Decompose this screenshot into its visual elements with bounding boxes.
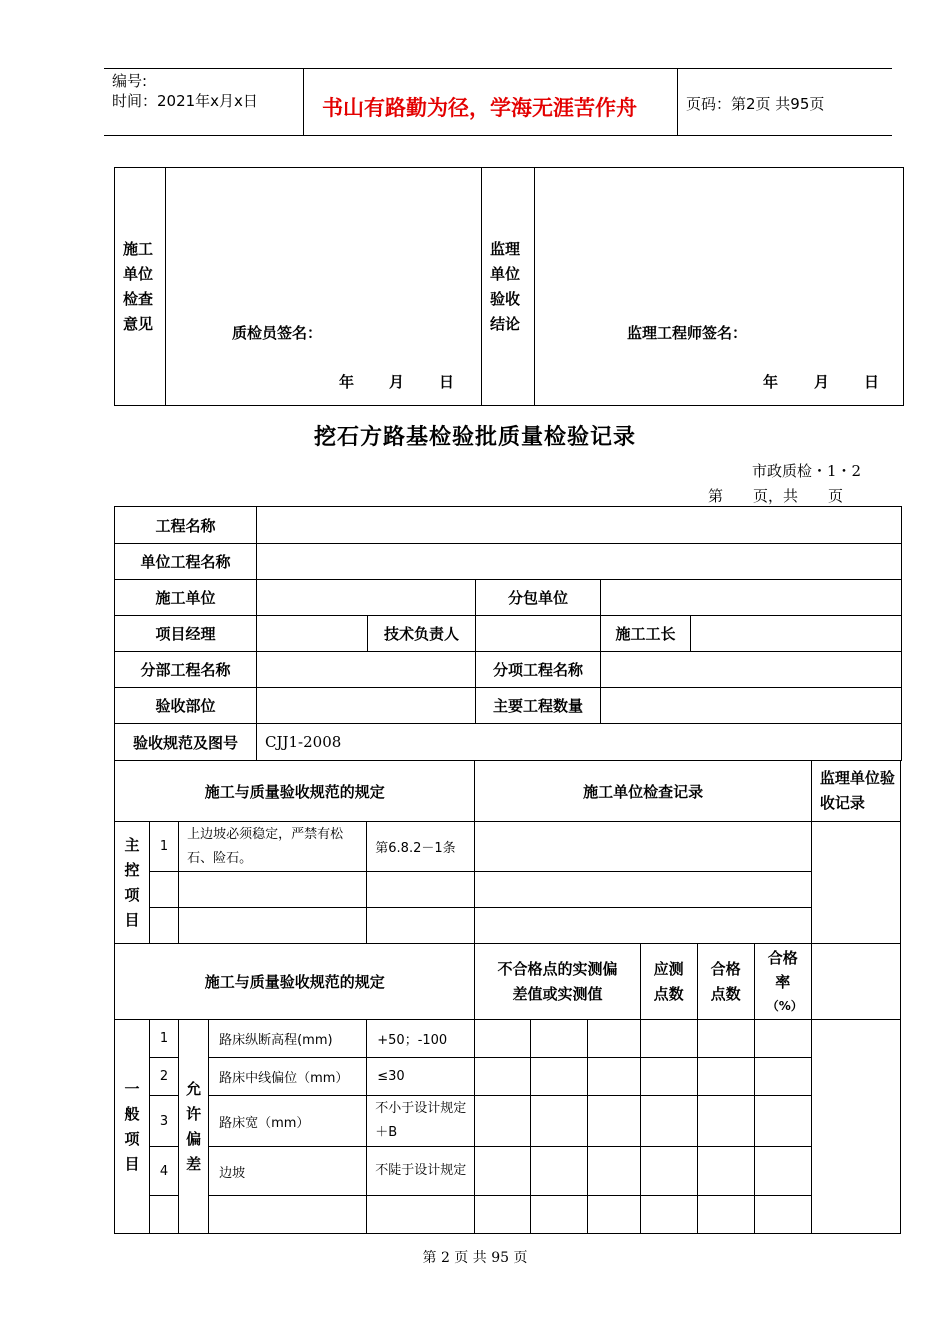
empty-cell bbox=[150, 1196, 179, 1234]
measured-cell[interactable] bbox=[640, 1096, 697, 1147]
supervision-conclusion-label: 监理单位验收结论 bbox=[482, 168, 535, 406]
deviation-cell[interactable] bbox=[475, 1196, 531, 1234]
general-item-tolerance: 不小于设计规定＋B bbox=[367, 1096, 475, 1147]
rate-cell[interactable] bbox=[754, 1196, 811, 1234]
empty-cell[interactable] bbox=[475, 872, 811, 908]
rate-cell[interactable] bbox=[754, 1058, 811, 1096]
header-motto: 书山有路勤为径，学海无涯苦作舟 bbox=[322, 96, 637, 120]
pass-rate-header bbox=[754, 944, 811, 1020]
qualified-cell[interactable] bbox=[697, 1147, 754, 1196]
main-check-header: 施工单位检查记录 bbox=[475, 761, 811, 822]
deviation-cell[interactable] bbox=[475, 1147, 531, 1196]
deviation-cell[interactable] bbox=[475, 1020, 531, 1058]
rate-cell[interactable] bbox=[754, 1096, 811, 1147]
deviation-header: 不合格点的实测偏差值或实测值 bbox=[475, 944, 640, 1020]
spec-value: CJJ1-2008 bbox=[257, 724, 902, 761]
rate-cell[interactable] bbox=[754, 1147, 811, 1196]
header-page-label: 页码：第2页 共95页 bbox=[686, 95, 825, 113]
sign-day: 日 bbox=[439, 373, 455, 391]
subcontract-unit-label: 分包单位 bbox=[476, 580, 601, 616]
subitem-name-label: 分项工程名称 bbox=[476, 652, 601, 688]
footer-page-number: 第 2 页 共 95 页 bbox=[422, 1250, 528, 1266]
empty-cell bbox=[150, 908, 179, 944]
empty-cell[interactable] bbox=[475, 908, 811, 944]
general-group-label: 一般项目 bbox=[115, 1020, 150, 1234]
empty-cell bbox=[811, 944, 900, 1020]
measured-cell[interactable] bbox=[640, 1020, 697, 1058]
empty-cell bbox=[179, 872, 367, 908]
subcontract-unit-value[interactable] bbox=[601, 580, 902, 616]
general-item-no: 4 bbox=[150, 1147, 179, 1196]
rate-cell[interactable] bbox=[754, 1020, 811, 1058]
spec-label: 验收规范及图号 bbox=[115, 724, 257, 761]
pass-rate-unit: （%） bbox=[766, 998, 803, 1013]
measured-points-header: 应测点数 bbox=[640, 944, 697, 1020]
qualified-points-header: 合格点数 bbox=[697, 944, 754, 1020]
allowed-deviation-label: 允许偏差 bbox=[179, 1020, 209, 1234]
construction-opinion-label: 施工单位检查意见 bbox=[115, 168, 166, 406]
main-quantity-value[interactable] bbox=[601, 688, 902, 724]
qualified-cell[interactable] bbox=[697, 1196, 754, 1234]
empty-cell bbox=[367, 872, 475, 908]
general-item-no: 1 bbox=[150, 1020, 179, 1058]
general-item-no: 3 bbox=[150, 1096, 179, 1147]
main-item-no: 1 bbox=[150, 822, 179, 872]
main-supervision-record[interactable] bbox=[811, 822, 900, 944]
project-manager-value[interactable] bbox=[257, 616, 368, 652]
deviation-cell[interactable] bbox=[587, 1096, 640, 1147]
header-top-rule bbox=[104, 68, 892, 69]
measured-cell[interactable] bbox=[640, 1058, 697, 1096]
header-divider bbox=[677, 68, 678, 136]
unit-project-name-label: 单位工程名称 bbox=[115, 544, 257, 580]
deviation-cell[interactable] bbox=[587, 1058, 640, 1096]
construction-unit-label: 施工单位 bbox=[115, 580, 257, 616]
empty-cell bbox=[367, 1196, 475, 1234]
qualified-cell[interactable] bbox=[697, 1096, 754, 1147]
project-name-label: 工程名称 bbox=[115, 507, 257, 544]
deviation-cell[interactable] bbox=[531, 1096, 587, 1147]
sign-day: 日 bbox=[864, 373, 880, 391]
main-quantity-label: 主要工程数量 bbox=[476, 688, 601, 724]
empty-cell bbox=[367, 908, 475, 944]
main-item-ref: 第6.8.2－1条 bbox=[367, 822, 475, 872]
engineer-sign-label: 监理工程师签名： bbox=[627, 324, 748, 342]
signature-table bbox=[114, 167, 904, 406]
deviation-cell[interactable] bbox=[531, 1147, 587, 1196]
deviation-cell[interactable] bbox=[475, 1058, 531, 1096]
document-number-label: 编号: bbox=[112, 72, 148, 90]
acceptance-part-label: 验收部位 bbox=[115, 688, 257, 724]
deviation-cell[interactable] bbox=[531, 1196, 587, 1234]
empty-cell bbox=[150, 872, 179, 908]
info-table bbox=[114, 506, 902, 761]
general-item-tolerance: ≤30 bbox=[367, 1058, 475, 1096]
empty-cell bbox=[179, 908, 367, 944]
supervision-conclusion-cell bbox=[535, 168, 904, 406]
form-code: 市政质检・1・2 bbox=[752, 462, 862, 480]
general-item-name: 边坡 bbox=[209, 1147, 367, 1196]
main-rule-header: 施工与质量验收规范的规定 bbox=[115, 761, 475, 822]
qualified-cell[interactable] bbox=[697, 1020, 754, 1058]
empty-cell bbox=[209, 1196, 367, 1234]
measured-cell[interactable] bbox=[640, 1196, 697, 1234]
sign-year: 年 bbox=[339, 373, 355, 391]
sign-month: 月 bbox=[389, 373, 405, 391]
header-divider bbox=[303, 68, 304, 136]
unit-project-name-value[interactable] bbox=[257, 544, 902, 580]
construction-unit-value[interactable] bbox=[257, 580, 476, 616]
general-item-tolerance: +50；-100 bbox=[367, 1020, 475, 1058]
acceptance-part-value[interactable] bbox=[257, 688, 476, 724]
deviation-cell[interactable] bbox=[475, 1096, 531, 1147]
subitem-name-value[interactable] bbox=[601, 652, 902, 688]
general-item-name: 路床宽（mm） bbox=[209, 1096, 367, 1147]
main-item-check-record[interactable] bbox=[475, 822, 811, 872]
deviation-cell[interactable] bbox=[587, 1147, 640, 1196]
sign-month: 月 bbox=[814, 373, 830, 391]
deviation-cell[interactable] bbox=[531, 1058, 587, 1096]
general-item-name: 路床中线偏位（mm） bbox=[209, 1058, 367, 1096]
tech-lead-label: 技术负责人 bbox=[368, 616, 476, 652]
measured-cell[interactable] bbox=[640, 1147, 697, 1196]
document-title: 挖石方路基检验批质量检验记录 bbox=[313, 425, 636, 450]
page-count-blank: 第 页，共 页 bbox=[708, 487, 844, 505]
document-time-label: 时间：2021年x月x日 bbox=[112, 92, 258, 110]
division-name-label: 分部工程名称 bbox=[115, 652, 257, 688]
inspector-sign-label: 质检员签名： bbox=[232, 324, 323, 342]
construction-opinion-cell bbox=[166, 168, 482, 406]
project-manager-label: 项目经理 bbox=[115, 616, 257, 652]
division-name-value[interactable] bbox=[257, 652, 476, 688]
main-control-group-label: 主控项目 bbox=[115, 822, 150, 944]
foreman-value[interactable] bbox=[691, 616, 902, 652]
deviation-cell[interactable] bbox=[531, 1020, 587, 1058]
general-supervision-record[interactable] bbox=[811, 1020, 900, 1234]
general-item-tolerance: 不陡于设计规定 bbox=[367, 1147, 475, 1196]
general-item-no: 2 bbox=[150, 1058, 179, 1096]
header-bottom-rule bbox=[104, 135, 892, 136]
pass-rate-title: 合格率 bbox=[767, 948, 798, 991]
sign-year: 年 bbox=[763, 373, 779, 391]
deviation-cell[interactable] bbox=[587, 1020, 640, 1058]
qualified-cell[interactable] bbox=[697, 1058, 754, 1096]
main-supervision-header: 监理单位验收记录 bbox=[811, 761, 900, 822]
main-item-text: 上边坡必须稳定，严禁有松石、险石。 bbox=[179, 822, 367, 872]
inspection-table bbox=[114, 760, 901, 1234]
project-name-value[interactable] bbox=[257, 507, 902, 544]
general-item-name: 路床纵断高程(mm) bbox=[209, 1020, 367, 1058]
tech-lead-value[interactable] bbox=[476, 616, 601, 652]
deviation-cell[interactable] bbox=[587, 1196, 640, 1234]
general-rule-header: 施工与质量验收规范的规定 bbox=[115, 944, 475, 1020]
foreman-label: 施工工长 bbox=[601, 616, 691, 652]
